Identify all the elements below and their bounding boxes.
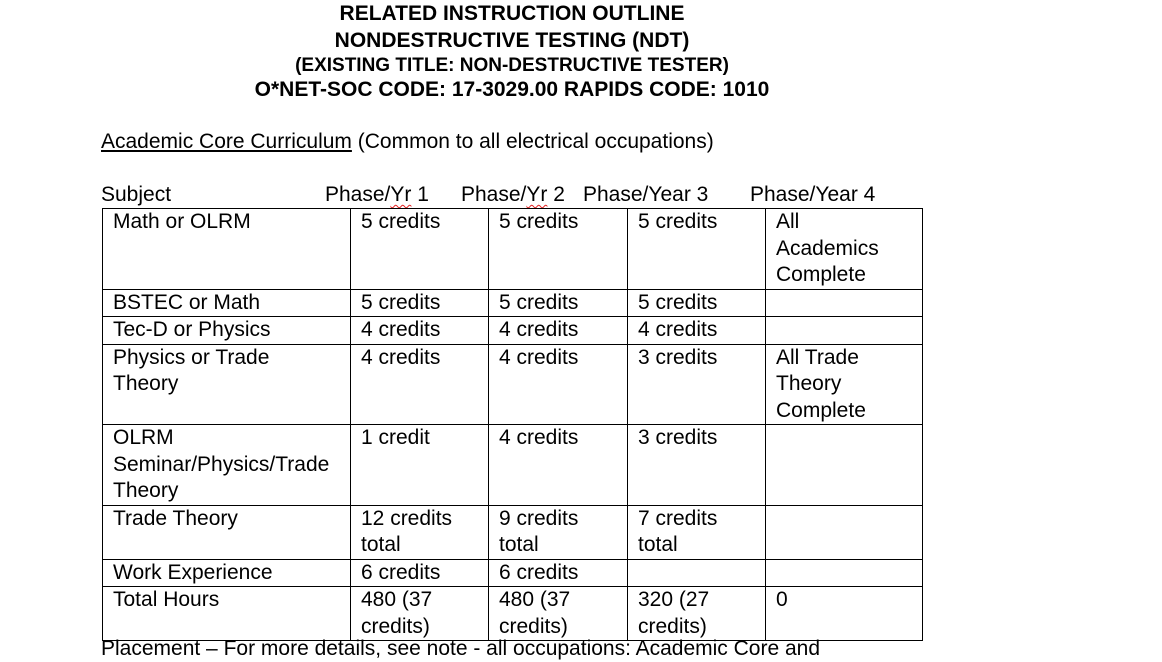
phase1-prefix: Phase/ bbox=[325, 183, 391, 206]
table-cell: 4 credits bbox=[489, 344, 628, 425]
table-cell bbox=[766, 425, 923, 506]
phase2-prefix: Phase/ bbox=[461, 183, 527, 206]
phase1-suffix: 1 bbox=[411, 183, 429, 206]
table-cell bbox=[766, 317, 923, 345]
table-cell: All Academics Complete bbox=[766, 209, 923, 290]
table-cell: Tec-D or Physics bbox=[103, 317, 351, 345]
table-cell: 320 (27 credits) bbox=[628, 587, 766, 641]
column-header-phase-2 bbox=[461, 183, 565, 207]
table-cell: Total Hours bbox=[103, 587, 351, 641]
codes-line: O*NET-SOC CODE: 17-3029.00 RAPIDS CODE: 1010 bbox=[254, 78, 770, 101]
table-cell: 5 credits bbox=[628, 289, 766, 317]
table-cell bbox=[766, 505, 923, 559]
table-cell: Physics or Trade Theory bbox=[103, 344, 351, 425]
table-cell: 12 credits total bbox=[351, 505, 489, 559]
column-header-subject: Subject bbox=[101, 183, 172, 206]
column-header-phase-3: Phase/Year 3 bbox=[583, 183, 709, 206]
column-header-phase-1 bbox=[325, 183, 429, 207]
table-cell: Trade Theory bbox=[103, 505, 351, 559]
table-cell: Math or OLRM bbox=[103, 209, 351, 290]
table-cell: 1 credit bbox=[351, 425, 489, 506]
column-header-phase-4: Phase/Year 4 bbox=[750, 183, 876, 206]
table-cell: 4 credits bbox=[628, 317, 766, 345]
table-cell: 5 credits bbox=[351, 289, 489, 317]
phase2-spell-mark: Yr bbox=[526, 183, 548, 206]
table-row bbox=[103, 505, 923, 559]
table-cell: BSTEC or Math bbox=[103, 289, 351, 317]
curriculum-title: Academic Core Curriculum bbox=[101, 130, 352, 153]
table-cell: OLRM Seminar/Physics/Trade Theory bbox=[103, 425, 351, 506]
table-cell: 4 credits bbox=[489, 425, 628, 506]
curriculum-note: (Common to all electrical occupations) bbox=[351, 130, 714, 153]
table-row bbox=[103, 344, 923, 425]
table-cell: 5 credits bbox=[489, 289, 628, 317]
table-row bbox=[103, 317, 923, 345]
curriculum-table bbox=[102, 208, 923, 641]
table-cell: 7 credits total bbox=[628, 505, 766, 559]
table-cell: 5 credits bbox=[628, 209, 766, 290]
table-cell: 9 credits total bbox=[489, 505, 628, 559]
table-cell: 5 credits bbox=[351, 209, 489, 290]
phase2-suffix: 2 bbox=[547, 183, 565, 206]
table-cell: 3 credits bbox=[628, 344, 766, 425]
table-cell bbox=[766, 289, 923, 317]
curriculum-heading bbox=[101, 130, 714, 154]
table-cell: 4 credits bbox=[351, 344, 489, 425]
outline-title: RELATED INSTRUCTION OUTLINE bbox=[339, 2, 685, 25]
table-cell: 3 credits bbox=[628, 425, 766, 506]
table-cell: Work Experience bbox=[103, 559, 351, 587]
table-row bbox=[103, 209, 923, 290]
table-row bbox=[103, 425, 923, 506]
table-row bbox=[103, 587, 923, 641]
table-cell bbox=[766, 559, 923, 587]
existing-title: (EXISTING TITLE: NON-DESTRUCTIVE TESTER) bbox=[295, 55, 729, 76]
table-cell: 4 credits bbox=[351, 317, 489, 345]
table-cell: All Trade Theory Complete bbox=[766, 344, 923, 425]
table-cell: 6 credits bbox=[489, 559, 628, 587]
table-cell: 480 (37 credits) bbox=[351, 587, 489, 641]
table-cell: 4 credits bbox=[489, 317, 628, 345]
table-cell: 480 (37 credits) bbox=[489, 587, 628, 641]
table-cell bbox=[628, 559, 766, 587]
table-row bbox=[103, 289, 923, 317]
phase1-spell-mark: Yr bbox=[390, 183, 412, 206]
table-cell: 0 bbox=[766, 587, 923, 641]
table-row bbox=[103, 559, 923, 587]
occupation-title: NONDESTRUCTIVE TESTING (NDT) bbox=[334, 29, 690, 52]
table-cell: 6 credits bbox=[351, 559, 489, 587]
footer-note: Placement – For more details, see note - all occupations: Academic Core and bbox=[101, 637, 821, 660]
table-cell: 5 credits bbox=[489, 209, 628, 290]
